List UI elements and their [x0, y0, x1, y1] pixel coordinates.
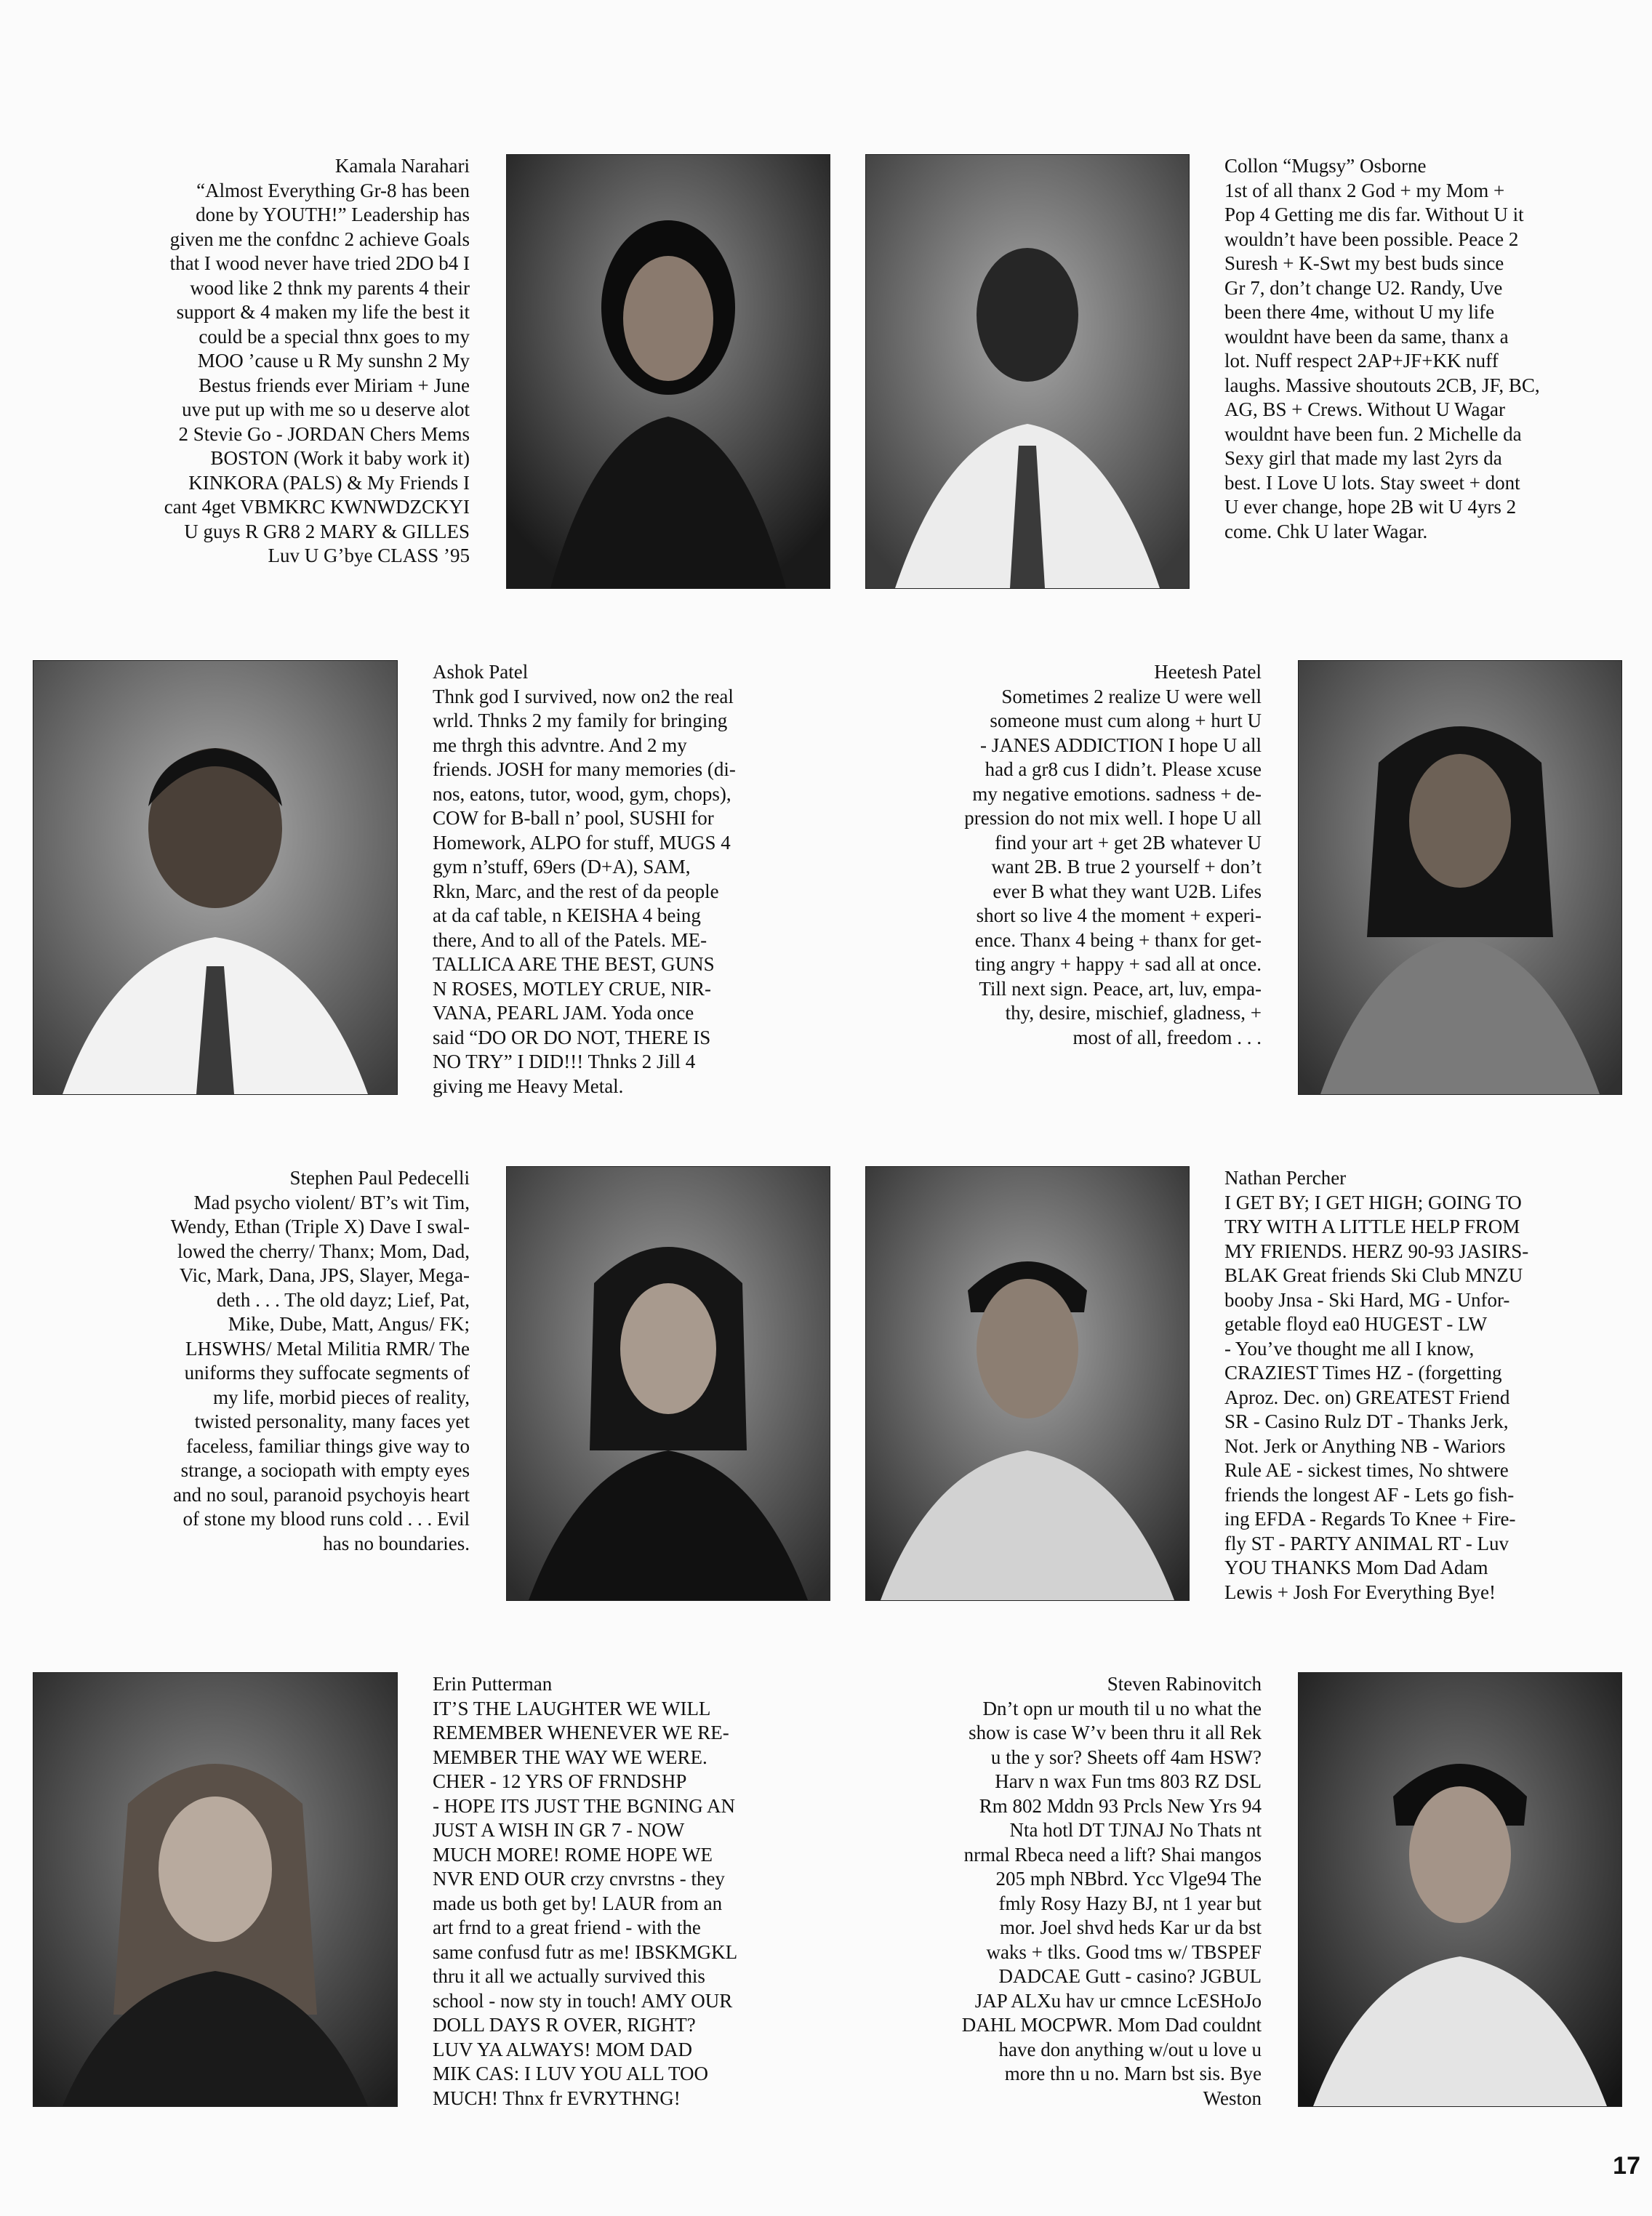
caption-line: uve put up with me so u deserve alot [182, 398, 470, 420]
entry-erin-putterman [433, 1672, 829, 2111]
caption-line: ence. Thanx 4 being + thanx for get- [974, 928, 1262, 951]
caption-line: Suresh + K-Swt my best buds since [1224, 252, 1504, 274]
caption-line: NVR END OUR crzy cnvrstns - they [433, 1868, 725, 1890]
portrait-photo-collon-osborne [865, 154, 1190, 589]
caption-line: ing EFDA - Regards To Knee + Fire- [1224, 1508, 1516, 1530]
caption-line: Lewis + Josh For Everything Bye! [1224, 1581, 1496, 1603]
caption-line: my negative emotions. sadness + de- [972, 782, 1262, 805]
portrait-photo-steven-rabinovitch [1298, 1672, 1622, 2107]
caption-line: had a gr8 cus I didn’t. Please xcuse [985, 758, 1262, 780]
caption-line: friends the longest AF - Lets go fish- [1224, 1483, 1515, 1506]
caption-line: U ever change, hope 2B wit U 4yrs 2 [1224, 496, 1517, 518]
caption-line: Homework, ALPO for stuff, MUGS 4 [433, 831, 731, 854]
caption-line: MOO ’cause u R My sunshn 2 My [197, 350, 470, 372]
caption-line: faceless, familiar things give way to [186, 1434, 470, 1457]
entry-steven-rabinovitch [865, 1672, 1262, 2111]
caption-line: and no soul, paranoid psychoyis heart [173, 1483, 470, 1506]
caption-line: MUCH MORE! ROME HOPE WE [433, 1843, 713, 1866]
caption-line: Dn’t opn ur mouth til u no what the [982, 1697, 1262, 1719]
caption-line: come. Chk U later Wagar. [1224, 520, 1428, 542]
caption-line: done by YOUTH!” Leadership has [196, 204, 470, 225]
caption-line: MUCH! Thnx fr EVRYTHNG! [433, 2087, 681, 2109]
caption-line: thy, desire, mischief, gladness, + [1005, 1002, 1262, 1024]
caption-line: show is case W’v been thru it all Rek [969, 1722, 1262, 1743]
caption-line: Rule AE - sickest times, No shtwere [1224, 1459, 1509, 1481]
student-name: Steven Rabinovitch [1107, 1673, 1262, 1695]
student-name: Collon “Mugsy” Osborne [1224, 155, 1427, 177]
caption-line: Nta hotl DT TJNAJ No Thats nt [1009, 1819, 1262, 1841]
caption-line: waks + tlks. Good tms w/ TBSPEF [986, 1940, 1262, 1963]
caption-line: LHSWHS/ Metal Militia RMR/ The [185, 1337, 470, 1360]
caption-line: have don anything w/out u love u [998, 2038, 1262, 2060]
caption-line: I GET BY; I GET HIGH; GOING TO [1224, 1191, 1522, 1213]
caption-line: TRY WITH A LITTLE HELP FROM [1224, 1216, 1520, 1237]
caption-line: Rkn, Marc, and the rest of da people [433, 880, 719, 902]
caption-line: fly ST - PARTY ANIMAL RT - Luv [1224, 1532, 1509, 1554]
caption-line: friends. JOSH for many memories (di- [433, 758, 736, 780]
caption-line: Luv U G’bye CLASS ’95 [268, 545, 470, 566]
caption-line: short so live 4 the moment + experi- [976, 904, 1262, 926]
student-name: Heetesh Patel [1154, 661, 1262, 683]
caption-line: fmly Rosy Hazy BJ, nt 1 year but [998, 1892, 1262, 1914]
caption-line: U guys R GR8 2 MARY & GILLES [184, 520, 470, 542]
caption-line: wouldnt have been fun. 2 Michelle da [1224, 422, 1522, 445]
caption-line: Mad psycho violent/ BT’s wit Tim, [193, 1191, 470, 1213]
caption-line: BOSTON (Work it baby work it) [210, 447, 470, 469]
portrait-photo-nathan-percher [865, 1166, 1190, 1601]
caption-line: Harv n wax Fun tms 803 RZ DSL [995, 1770, 1262, 1792]
caption-line: SR - Casino Rulz DT - Thanks Jerk, [1224, 1410, 1509, 1432]
caption-line: has no boundaries. [323, 1532, 470, 1554]
entry-heetesh-patel [865, 660, 1262, 1050]
caption-line: at da caf table, n KEISHA 4 being [433, 904, 701, 926]
caption-line: said “DO OR DO NOT, THERE IS [433, 1026, 711, 1048]
entry-nathan-percher [1224, 1166, 1621, 1605]
caption-line: art frnd to a great friend - with the [433, 1916, 701, 1938]
caption-line: deth . . . The old dayz; Lief, Pat, [216, 1288, 470, 1311]
caption-line: u the y sor? Sheets off 4am HSW? [990, 1746, 1262, 1768]
caption-line: NO TRY” I DID!!! Thnks 2 Jill 4 [433, 1051, 696, 1072]
caption-line: someone must cum along + hurt U [990, 710, 1262, 731]
caption-line: “Almost Everything Gr-8 has been [196, 179, 470, 201]
student-name: Stephen Paul Pedecelli [289, 1167, 470, 1189]
caption-line: pression do not mix well. I hope U all [964, 807, 1262, 829]
caption-line: booby Jnsa - Ski Hard, MG - Unfor- [1224, 1288, 1510, 1311]
caption-line: Sexy girl that made my last 2yrs da [1224, 447, 1502, 469]
caption-line: Vic, Mark, Dana, JPS, Slayer, Mega- [179, 1264, 470, 1286]
caption-line: strange, a sociopath with empty eyes [180, 1459, 470, 1481]
caption-line: of stone my blood runs cold . . . Evil [183, 1508, 470, 1530]
caption-line: wrld. Thnks 2 my family for bringing [433, 710, 728, 731]
entry-ashok-patel [433, 660, 829, 1099]
caption-line: CRAZIEST Times HZ - (forgetting [1224, 1362, 1502, 1384]
caption-line: there, And to all of the Patels. ME- [433, 928, 707, 951]
caption-line: laughs. Massive shoutouts 2CB, JF, BC, [1224, 374, 1540, 396]
caption-line: JAP ALXu hav ur cmnce LcESHoJo [974, 1989, 1262, 2012]
caption-line: twisted personality, many faces yet [194, 1410, 470, 1432]
caption-line: 205 mph NBbrd. Ycc Vlge94 The [995, 1868, 1262, 1890]
caption-line: wouldn’t have been possible. Peace 2 [1224, 228, 1519, 250]
caption-line: REMEMBER WHENEVER WE RE- [433, 1722, 729, 1743]
caption-line: 1st of all thanx 2 God + my Mom + [1224, 179, 1505, 201]
caption-line: want 2B. B true 2 yourself + don’t [991, 856, 1262, 878]
caption-line: Aproz. Dec. on) GREATEST Friend [1224, 1386, 1510, 1408]
caption-line: wood like 2 thnk my parents 4 their [190, 276, 470, 299]
caption-line: thru it all we actually survived this [433, 1965, 705, 1987]
caption-line: Mike, Dube, Matt, Angus/ FK; [228, 1313, 470, 1335]
caption-line: given me the confdnc 2 achieve Goals [169, 228, 470, 250]
caption-line: YOU THANKS Mom Dad Adam [1224, 1557, 1488, 1578]
caption-line: AG, BS + Crews. Without U Wagar [1224, 398, 1505, 420]
page-number: 17 [1613, 2152, 1640, 2180]
caption-line: nrmal Rbeca need a lift? Shai mangos [963, 1843, 1262, 1866]
caption-line: could be a special thnx goes to my [199, 325, 470, 348]
caption-line: Sometimes 2 realize U were well [1001, 685, 1262, 707]
caption-line: - HOPE ITS JUST THE BGNING AN [433, 1794, 736, 1817]
caption-line: school - now sty in touch! AMY OUR [433, 1989, 733, 2012]
caption-line: ting angry + happy + sad all at once. [974, 953, 1262, 975]
caption-line: more thn u no. Marn bst sis. Bye [1004, 2063, 1262, 2084]
caption-line: DADCAE Gutt - casino? JGBUL [998, 1965, 1262, 1987]
caption-line: getable floyd ea0 HUGEST - LW [1224, 1313, 1488, 1335]
caption-line: mor. Joel shvd heds Kar ur da bst [1000, 1916, 1262, 1938]
caption-line: same confusd futr as me! IBSKMGKL [433, 1940, 738, 1963]
caption-line: Till next sign. Peace, art, luv, empa- [979, 977, 1262, 1000]
caption-line: Thnk god I survived, now on2 the real [433, 685, 734, 707]
caption-line: TALLICA ARE THE BEST, GUNS [433, 953, 715, 975]
caption-line: nos, eatons, tutor, wood, gym, chops), [433, 782, 731, 805]
caption-line: giving me Heavy Metal. [433, 1075, 624, 1097]
caption-line: uniforms they suffocate segments of [184, 1362, 470, 1384]
caption-line: DOLL DAYS R OVER, RIGHT? [433, 2014, 696, 2036]
caption-line: LUV YA ALWAYS! MOM DAD [433, 2038, 693, 2060]
caption-line: support & 4 maken my life the best it [176, 301, 470, 323]
caption-line: IT’S THE LAUGHTER WE WILL [433, 1697, 711, 1719]
caption-line: MEMBER THE WAY WE WERE. [433, 1746, 707, 1768]
caption-line: Wendy, Ethan (Triple X) Dave I swal- [170, 1216, 470, 1237]
caption-line: BLAK Great friends Ski Club MNZU [1224, 1264, 1523, 1286]
student-name: Ashok Patel [433, 661, 529, 683]
caption-line: Rm 802 Mddn 93 Prcls New Yrs 94 [979, 1794, 1262, 1817]
caption-line: made us both get by! LAUR from an [433, 1892, 723, 1914]
caption-line: me thrgh this advntre. And 2 my [433, 734, 687, 756]
caption-line: Bestus friends ever Miriam + June [199, 374, 470, 396]
caption-line: gym n’stuff, 69ers (D+A), SAM, [433, 856, 691, 878]
entry-stephen-paul-pedecelli [65, 1166, 470, 1556]
caption-line: - You’ve thought me all I know, [1224, 1337, 1475, 1360]
entry-collon-osborne [1224, 154, 1603, 544]
caption-line: - JANES ADDICTION I hope U all [980, 734, 1262, 756]
caption-line: lowed the cherry/ Thanx; Mom, Dad, [177, 1240, 470, 1262]
caption-line: JUST A WISH IN GR 7 - NOW [433, 1819, 685, 1841]
caption-line: been there 4me, without U my life [1224, 301, 1495, 323]
student-name: Nathan Percher [1224, 1167, 1347, 1189]
caption-line: ever B what they want U2B. Lifes [993, 880, 1262, 902]
portrait-photo-kamala-narahari [506, 154, 830, 589]
caption-line: COW for B-ball n’ pool, SUSHI for [433, 807, 714, 829]
caption-line: Pop 4 Getting me dis far. Without U it [1224, 204, 1524, 225]
caption-line: cant 4get VBMKRC KWNWDZCKYI [164, 496, 470, 518]
caption-line: Weston [1203, 2087, 1262, 2109]
portrait-photo-ashok-patel [33, 660, 398, 1095]
caption-line: MY FRIENDS. HERZ 90-93 JASIRS- [1224, 1240, 1529, 1262]
caption-line: VANA, PEARL JAM. Yoda once [433, 1002, 694, 1024]
entry-kamala-narahari [131, 154, 470, 569]
caption-line: lot. Nuff respect 2AP+JF+KK nuff [1224, 350, 1499, 372]
caption-line: N ROSES, MOTLEY CRUE, NIR- [433, 977, 712, 1000]
student-name: Kamala Narahari [334, 155, 470, 177]
caption-line: find your art + get 2B whatever U [995, 831, 1262, 854]
caption-line: my life, morbid pieces of reality, [213, 1386, 470, 1408]
caption-line: DAHL MOCPWR. Mom Dad couldnt [961, 2014, 1262, 2036]
caption-line: most of all, freedom . . . [1072, 1026, 1262, 1048]
caption-line: that I wood never have tried 2DO b4 I [169, 252, 470, 274]
caption-line: Not. Jerk or Anything NB - Wariors [1224, 1434, 1506, 1457]
caption-line: wouldnt have been da same, thanx a [1224, 325, 1509, 348]
portrait-photo-erin-putterman [33, 1672, 398, 2107]
student-name: Erin Putterman [433, 1673, 553, 1695]
portrait-photo-heetesh-patel [1298, 660, 1622, 1095]
caption-line: best. I Love U lots. Stay sweet + dont [1224, 471, 1520, 494]
caption-line: CHER - 12 YRS OF FRNDSHP [433, 1770, 687, 1792]
caption-line: KINKORA (PALS) & My Friends I [188, 471, 470, 494]
portrait-photo-stephen-paul-pedecelli [506, 1166, 830, 1601]
caption-line: MIK CAS: I LUV YOU ALL TOO [433, 2063, 709, 2084]
caption-line: 2 Stevie Go - JORDAN Chers Mems [178, 422, 470, 445]
caption-line: Gr 7, don’t change U2. Randy, Uve [1224, 276, 1503, 299]
